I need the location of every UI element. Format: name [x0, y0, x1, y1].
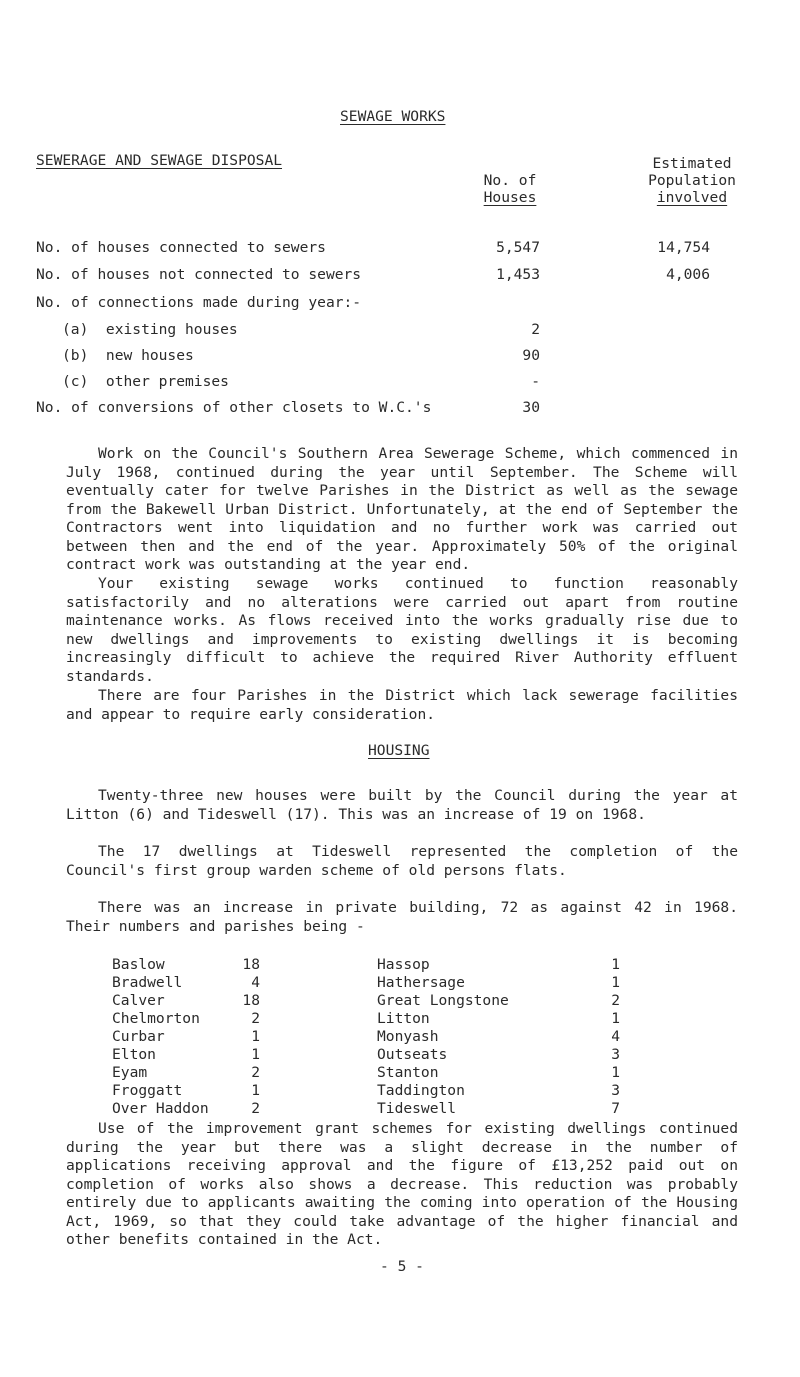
housing-paragraph-2: The 17 dwellings at Tideswell represented the completion of the Council's first group warden scheme of old persons flats.: [66, 843, 738, 879]
row-population: 14,754: [657, 239, 710, 256]
row-label: No. of conversions of other closets to W.C.'s: [36, 399, 432, 416]
parish-name: Calver: [112, 992, 165, 1009]
parish-name: Hassop: [377, 956, 430, 973]
parish-count: 4: [611, 1028, 620, 1045]
parish-count: 1: [251, 1082, 260, 1099]
column-header-population: [622, 155, 762, 206]
row-houses: 2: [531, 321, 540, 338]
parish-count: 1: [611, 1064, 620, 1081]
row-houses: 5,547: [496, 239, 540, 256]
parish-name: Great Longstone: [377, 992, 509, 1009]
housing-paragraph-4: Use of the improvement grant schemes for existing dwellings continued during the year but there was a slight decrease in the number of applications receiving approval and the figure of £13,252 paid out on completion of works also shows a decrease. This reduction was probably entirely due to applicants awaiting the coming into operation of the Housing Act, 1969, so that they could take advantage of the higher financial and other benefits contained in the Act.: [66, 1120, 738, 1248]
parish-count: 2: [251, 1064, 260, 1081]
parish-count: 2: [251, 1010, 260, 1027]
section-heading-sewerage: SEWERAGE AND SEWAGE DISPOSAL: [36, 152, 283, 169]
row-label: No. of houses not connected to sewers: [36, 266, 362, 283]
row-label: No. of connections made during year:-: [36, 294, 362, 311]
parish-count: 1: [251, 1046, 260, 1063]
parish-count: 18: [242, 992, 260, 1009]
parish-name: Bradwell: [112, 974, 183, 991]
parish-name: Baslow: [112, 956, 165, 973]
parish-count: 18: [242, 956, 260, 973]
page-number: - 5 -: [380, 1258, 424, 1275]
parish-name: Chelmorton: [112, 1010, 200, 1027]
column-header-population-line1: Estimated: [652, 155, 732, 172]
row-label: (c) other premises: [62, 373, 229, 390]
parish-name: Curbar: [112, 1028, 165, 1045]
parish-name: Eyam: [112, 1064, 148, 1081]
parish-count: 1: [251, 1028, 260, 1045]
parish-count: 3: [611, 1046, 620, 1063]
row-houses: 90: [522, 347, 540, 364]
parish-name: Hathersage: [377, 974, 465, 991]
row-population: 4,006: [666, 266, 710, 283]
parish-name: Froggatt: [112, 1082, 183, 1099]
column-header-houses-line2: Houses: [483, 189, 537, 206]
row-label: No. of houses connected to sewers: [36, 239, 326, 256]
parish-name: Taddington: [377, 1082, 465, 1099]
parish-count: 7: [611, 1100, 620, 1117]
housing-paragraph-1: Twenty-three new houses were built by the Council during the year at Litton (6) and Tideswell (17). This was an increase of 19 on 1968.: [66, 787, 738, 823]
parish-count: 1: [611, 956, 620, 973]
page-title: SEWAGE WORKS: [340, 108, 446, 125]
column-header-population-line2: Population: [648, 172, 736, 189]
column-header-houses: [470, 172, 550, 206]
section-heading-housing: HOUSING: [368, 742, 430, 759]
parish-name: Tideswell: [377, 1100, 457, 1117]
parish-count: 3: [611, 1082, 620, 1099]
parish-count: 2: [611, 992, 620, 1009]
parish-name: Outseats: [377, 1046, 448, 1063]
sewerage-paragraph-1: Work on the Council's Southern Area Sewerage Scheme, which commenced in July 1968, continued during the year until September. The Scheme will eventually cater for twelve Parishes in the District as well as the sewage from the Bakewell Urban District. Unfortunately, at the end of September the Contractors went into liquidation and no further work was carried out between then and the end of the year. Approximately 50% of the original contract work was outstanding at the year end.: [66, 445, 738, 573]
row-label: (b) new houses: [62, 347, 194, 364]
column-header-houses-line1: No. of: [483, 172, 537, 189]
parish-count: 1: [611, 1010, 620, 1027]
parish-count: 4: [251, 974, 260, 991]
parish-name: Elton: [112, 1046, 156, 1063]
parish-name: Stanton: [377, 1064, 439, 1081]
parish-name: Over Haddon: [112, 1100, 209, 1117]
row-houses: -: [531, 373, 540, 390]
column-header-population-line3: involved: [656, 189, 728, 206]
sewerage-paragraph-2: Your existing sewage works continued to function reasonably satisfactorily and no alterations were carried out apart from routine maintenance works. As flows received into the works gradually rise due to new dwellings and improvements to existing dwellings it is becoming increasingly difficult to achieve the required River Authority effluent standards.: [66, 575, 738, 685]
parish-name: Litton: [377, 1010, 430, 1027]
parish-count: 2: [251, 1100, 260, 1117]
row-houses: 1,453: [496, 266, 540, 283]
parish-name: Monyash: [377, 1028, 439, 1045]
row-houses: 30: [522, 399, 540, 416]
row-label: (a) existing houses: [62, 321, 238, 338]
parish-count: 1: [611, 974, 620, 991]
housing-paragraph-3: There was an increase in private building, 72 as against 42 in 1968. Their numbers and parishes being -: [66, 899, 738, 935]
sewerage-paragraph-3: There are four Parishes in the District which lack sewerage facilities and appear to require early consideration.: [66, 687, 738, 723]
